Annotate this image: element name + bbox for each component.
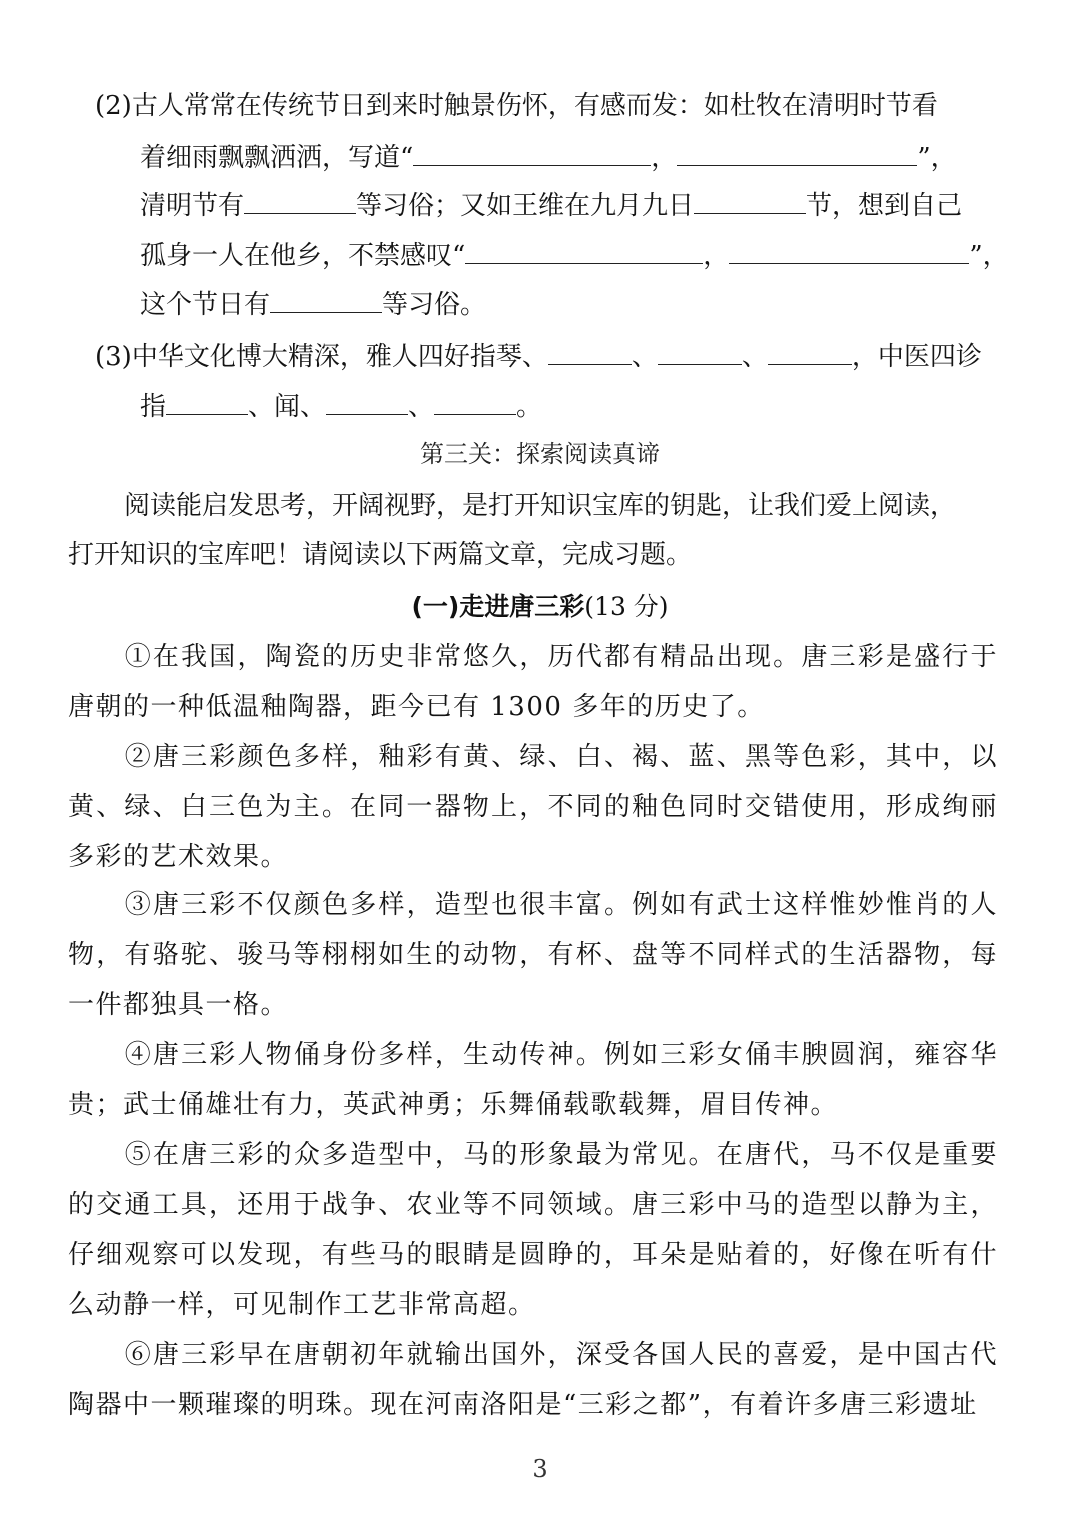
paragraph-text: ⑤在唐三彩的众多造型中，马的形象最为常见。在唐代，马不仅是重要的交通工具，还用于战争、农业等不同领域。唐三彩中马的造型以静为主，仔细观察可以发现，有些马的眼睛是圆睁的，耳朵是贴着的，好像在听有什么动静一样，可见制作工艺非常高超。	[68, 1140, 998, 1320]
answer-blank-tcm-1[interactable]	[166, 390, 248, 415]
qingming-prompt: 清明节有	[140, 191, 245, 221]
article-score: (13 分)	[584, 592, 669, 621]
q3-wen: 、闻、	[248, 392, 327, 422]
q3-prompt: (3)中华文化博大精深，雅人四好指琴、	[95, 342, 548, 372]
intro-line-2: 打开知识的宝库吧！请阅读以下两篇文章，完成习题。	[68, 540, 693, 570]
q3-zhi: 指	[140, 392, 167, 422]
q2-prompt-du-mu: 着细雨飘飘洒洒，写道“	[140, 143, 414, 173]
paragraph-text: ④唐三彩人物俑身份多样，生动传神。例如三彩女俑丰腴圆润，雍容华贵；武士俑雄壮有力，英武神勇；乐舞俑载歌载舞，眉目传神。	[68, 1040, 998, 1120]
q2-line-4	[140, 239, 1009, 273]
close-quote: ”，	[969, 241, 1009, 271]
chongyang-prompt: 这个节日有	[140, 290, 271, 320]
q3-line-1	[95, 340, 982, 374]
answer-blank-tcm-3[interactable]	[434, 390, 516, 415]
answer-blank-qingming-custom[interactable]	[244, 189, 356, 214]
q3-tcm-prompt: ，中医四诊	[851, 342, 982, 372]
festival-suffix: 节，想到自己	[806, 191, 963, 221]
comma: ，	[703, 241, 730, 271]
paragraph-text: ②唐三彩颜色多样，釉彩有黄、绿、白、褐、蓝、黑等色彩，其中，以黄、绿、白三色为主。在同一器物上，不同的釉色同时交错使用，形成绚丽多彩的艺术效果。	[68, 742, 998, 872]
article-paragraph-4	[68, 1030, 998, 1130]
answer-blank-festival-name[interactable]	[694, 189, 806, 214]
answer-blank-poem-1[interactable]	[413, 141, 651, 166]
paragraph-text: ③唐三彩不仅颜色多样，造型也很丰富。例如有武士这样惟妙惟肖的人物，有骆驼、骏马等栩栩如生的动物，有杯、盘等不同样式的生活器物，每一件都独具一格。	[68, 890, 998, 1020]
answer-blank-art-2[interactable]	[658, 340, 742, 365]
article-paragraph-5	[68, 1130, 998, 1330]
q2-line-3	[140, 189, 962, 223]
article-title-text: (一)走进唐三彩	[411, 592, 585, 621]
close-quote: ”，	[917, 143, 957, 173]
comma: ，	[651, 143, 678, 173]
article-paragraph-6	[68, 1330, 998, 1430]
period: 。	[516, 392, 543, 422]
page-number: 3	[532, 1455, 548, 1483]
paragraph-text: ⑥唐三彩早在唐朝初年就输出国外，深受各国人民的喜爱，是中国古代陶器中一颗璀璨的明珠。现在河南洛阳是“三彩之都”，有着许多唐三彩遗址	[68, 1340, 998, 1420]
intro-line-1	[68, 489, 956, 523]
separator: 、	[741, 342, 768, 372]
article-paragraph-2	[68, 732, 998, 882]
wang-wei-prompt: 等习俗；又如王维在九月九日	[356, 191, 695, 221]
q2-line-1	[95, 89, 938, 123]
answer-blank-chongyang-custom[interactable]	[270, 288, 382, 313]
separator: 、	[631, 342, 658, 372]
q2-text: (2)古人常常在传统节日到来时触景伤怀，有感而发：如杜牧在清明时节看	[95, 91, 938, 121]
answer-blank-poem-4[interactable]	[729, 239, 969, 264]
section-heading: 第三关：探索阅读真谛	[420, 440, 660, 468]
article-title	[0, 590, 1080, 624]
answer-blank-poem-3[interactable]	[465, 239, 703, 264]
custom-suffix: 等习俗。	[382, 290, 487, 320]
q2-line-5	[140, 288, 486, 322]
intro-text-1: 阅读能启发思考，开阔视野，是打开知识宝库的钥匙，让我们爱上阅读，	[124, 491, 957, 521]
separator: 、	[408, 392, 435, 422]
q3-line-2	[140, 390, 542, 424]
q2-line-2	[140, 141, 957, 175]
paragraph-text: ①在我国，陶瓷的历史非常悠久，历代都有精品出现。唐三彩是盛行于唐朝的一种低温釉陶器，距今已有 1300 多年的历史了。	[68, 642, 998, 722]
article-paragraph-3	[68, 880, 998, 1030]
lament-prompt: 孤身一人在他乡，不禁感叹“	[140, 241, 466, 271]
answer-blank-poem-2[interactable]	[677, 141, 917, 166]
answer-blank-art-1[interactable]	[548, 340, 632, 365]
answer-blank-art-3[interactable]	[768, 340, 852, 365]
answer-blank-tcm-2[interactable]	[326, 390, 408, 415]
article-paragraph-1	[68, 632, 998, 732]
